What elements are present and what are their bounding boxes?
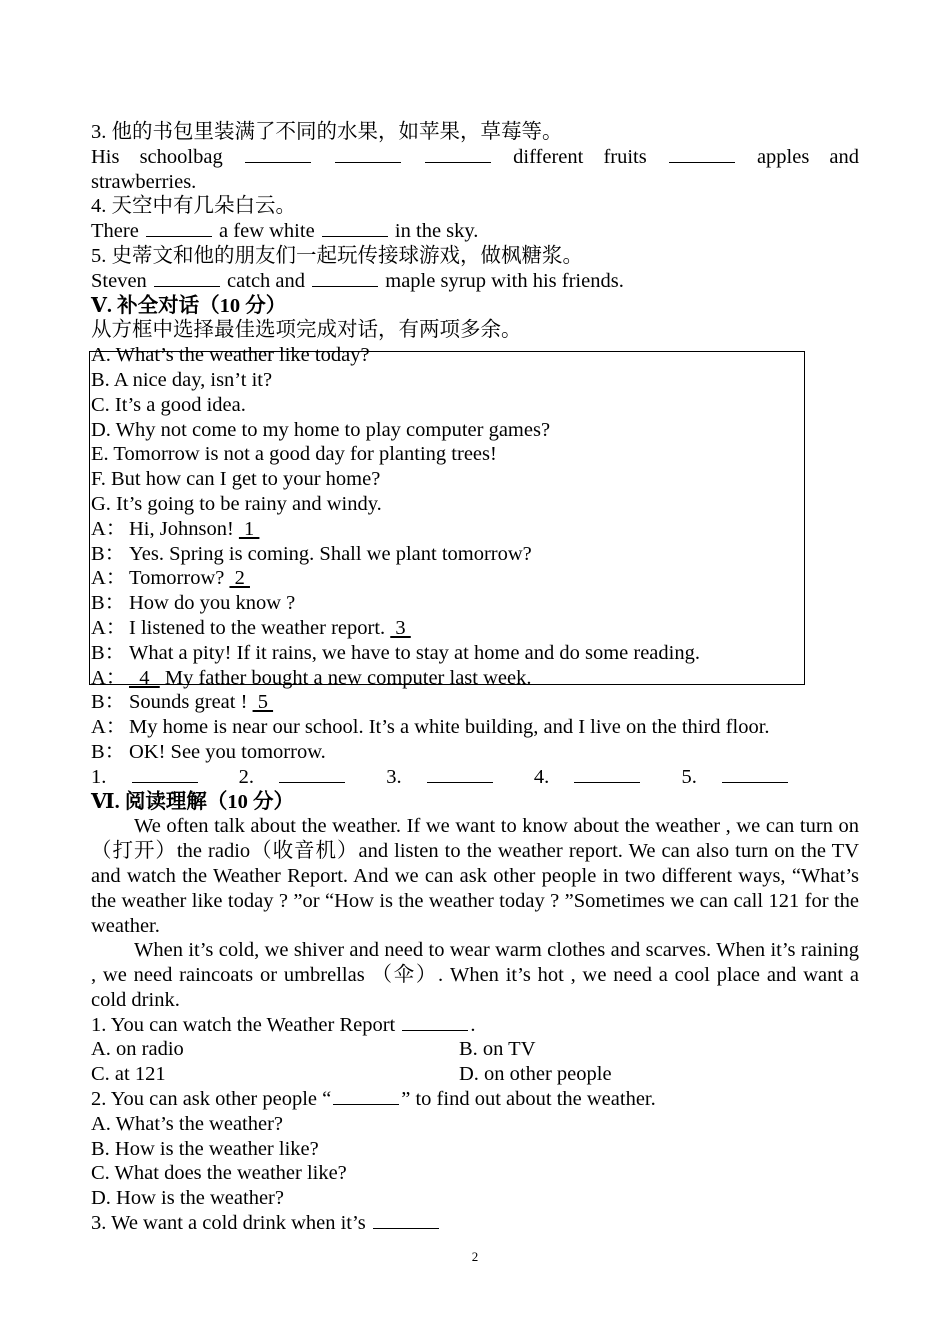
option-item: G. It’s going to be rainy and windy. xyxy=(91,492,382,515)
answer-slot[interactable]: 1 xyxy=(238,517,260,540)
answer-blank[interactable] xyxy=(373,1212,439,1229)
answer-blank[interactable] xyxy=(574,766,640,783)
section-5-heading: Ⅴ. 补全对话（10 分） xyxy=(91,294,287,317)
page-number: 2 xyxy=(471,1249,479,1264)
answer-slot[interactable]: 5 xyxy=(252,691,274,714)
answer-blank[interactable] xyxy=(146,220,212,237)
option-item: B. A nice day, isn’t it? xyxy=(91,368,273,391)
dialog-line: A： Tomorrow? 2 xyxy=(91,567,250,590)
option-d[interactable]: D. on other people xyxy=(459,1063,612,1086)
reading-q1-options xyxy=(91,1037,859,1062)
reading-q2: 2. You can ask other people “ ” to find out about the weather. xyxy=(91,1088,656,1111)
option-item: D. Why not come to my home to play computer games? xyxy=(91,418,551,441)
q3-english-cont: strawberries. xyxy=(91,170,197,193)
answer-blank[interactable] xyxy=(425,146,491,163)
q3-english: His schoolbag different fruits apples and xyxy=(91,145,860,168)
answer-blank[interactable] xyxy=(333,1088,399,1105)
dialog-line: A： Hi, Johnson! 1 xyxy=(91,517,260,540)
answer-slot[interactable]: 4 xyxy=(129,666,160,689)
option-b[interactable]: B. How is the weather like? xyxy=(91,1137,319,1160)
answer-blanks-row: 1. 2. 3. 4. 5. xyxy=(91,765,859,790)
options-list xyxy=(91,343,859,517)
worksheet-page xyxy=(91,120,859,1236)
dialog xyxy=(91,517,859,765)
dialog-line: A： I listened to the weather report. 3 xyxy=(91,616,411,639)
option-b[interactable]: B. on TV xyxy=(459,1038,536,1061)
section-5-instruction: 从方框中选择最佳选项完成对话，有两项多余。 xyxy=(91,319,522,342)
q4-english: There a few white in the sky. xyxy=(91,220,479,243)
q5-chinese: 5. 史蒂文和他的朋友们一起玩传接球游戏，做枫糖浆。 xyxy=(91,244,583,267)
reading-paragraph-2: When it’s cold, we shiver and need to wear warm clothes and scarves. When it’s raining , we need raincoats or umbrellas （伞）. When it’s hot , we need a cool place and want a cold drink. xyxy=(91,939,859,1011)
option-item: A. What’s the weather like today? xyxy=(91,344,370,367)
option-item: F. But how can I get to your home? xyxy=(91,468,381,491)
answer-blank[interactable] xyxy=(322,220,388,237)
q4-chinese: 4. 天空中有几朵白云。 xyxy=(91,195,296,218)
answer-blank[interactable] xyxy=(402,1014,468,1031)
dialog-line: A： My home is near our school. It’s a white building, and I live on the third floor. xyxy=(91,716,770,739)
option-c[interactable]: C. at 121 xyxy=(91,1063,166,1086)
dialog-line: B： Sounds great ! 5 xyxy=(91,691,274,714)
option-item: C. It’s a good idea. xyxy=(91,393,246,416)
answer-blank[interactable] xyxy=(312,270,378,287)
option-a[interactable]: A. What’s the weather? xyxy=(91,1112,284,1135)
dialog-line: B： Yes. Spring is coming. Shall we plant tomorrow? xyxy=(91,542,532,565)
q5-english: Steven catch and maple syrup with his friends. xyxy=(91,269,624,292)
option-c[interactable]: C. What does the weather like? xyxy=(91,1162,347,1185)
reading-q1-options xyxy=(91,1062,859,1087)
dialog-line: B： What a pity! If it rains, we have to stay at home and do some reading. xyxy=(91,641,700,664)
option-item: E. Tomorrow is not a good day for planting trees! xyxy=(91,443,497,466)
dialog-line: B： OK! See you tomorrow. xyxy=(91,740,326,763)
reading-paragraph-1: We often talk about the weather. If we want to know about the weather , we can turn on（打开）the radio（收音机）and listen to the weather report. We can also turn on the TV and watch the Weather Report. And we can ask other people in two different ways, “What’s the weather like today ? ”or “How is the weather today ? ”Sometimes we can call 121 for the weather. xyxy=(91,815,859,937)
answer-blank[interactable] xyxy=(669,146,735,163)
option-d[interactable]: D. How is the weather? xyxy=(91,1187,284,1210)
answer-blank[interactable] xyxy=(154,270,220,287)
dialog-line: A： 4 My father bought a new computer last week. xyxy=(91,666,532,689)
answer-slot[interactable]: 2 xyxy=(229,567,250,590)
answer-blank[interactable] xyxy=(132,766,198,783)
answer-blank[interactable] xyxy=(722,766,788,783)
answer-slot[interactable]: 3 xyxy=(390,616,411,639)
section-6-heading: Ⅵ. 阅读理解（10 分） xyxy=(91,790,294,813)
answer-blank[interactable] xyxy=(335,146,401,163)
q3-chinese: 3. 他的书包里装满了不同的水果，如苹果，草莓等。 xyxy=(91,121,563,143)
answer-blank[interactable] xyxy=(245,146,311,163)
option-a[interactable]: A. on radio xyxy=(91,1038,184,1061)
reading-q1: 1. You can watch the Weather Report . xyxy=(91,1013,476,1036)
answer-blank[interactable] xyxy=(427,766,493,783)
reading-q3: 3. We want a cold drink when it’s xyxy=(91,1211,859,1236)
answer-blank[interactable] xyxy=(279,766,345,783)
dialog-line: B： How do you know ? xyxy=(91,592,296,615)
